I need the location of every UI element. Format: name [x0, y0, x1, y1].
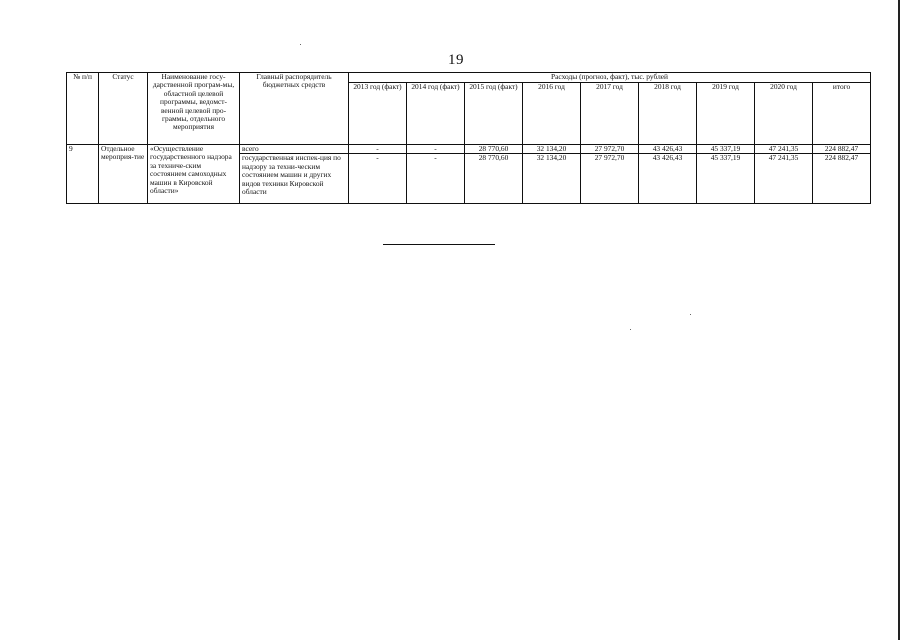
scan-edge — [898, 0, 900, 640]
admin-value-2017: 27 972,70 — [581, 154, 639, 204]
header-year-2018: 2018 год — [639, 83, 697, 145]
page-number: 19 — [448, 52, 464, 68]
header-administrator: Главный распорядитель бюджетных средств — [240, 73, 349, 145]
admin-value-2013: - — [349, 154, 407, 204]
header-year-2019: 2019 год — [697, 83, 755, 145]
header-costs-group: Расходы (прогноз, факт), тыс. рублей — [349, 73, 871, 83]
header-name: Наименование госу-дарственной програм-мы, областной целевой программы, ведомст-венной целевой про-граммы, отдельного мероприятия — [148, 73, 240, 145]
scan-speck — [300, 44, 301, 45]
row-num: 9 — [67, 145, 99, 204]
header-year-2020: 2020 год — [755, 83, 813, 145]
total-value-2019: 45 337,19 — [697, 145, 755, 154]
separator-line — [383, 244, 495, 245]
scan-speck — [630, 329, 631, 330]
row-status: Отдельное мероприя-тие — [99, 145, 148, 204]
header-num: № п/п — [67, 73, 99, 145]
total-value-2015: 28 770,60 — [465, 145, 523, 154]
header-year-2016: 2016 год — [523, 83, 581, 145]
admin-value-2020: 47 241,35 — [755, 154, 813, 204]
admin-value-2015: 28 770,60 — [465, 154, 523, 204]
budget-table — [66, 72, 871, 204]
row-name: «Осуществление государственного надзора за техниче-ским состоянием самоходных машин в Кировской области» — [148, 145, 240, 204]
admin-value-2014: - — [407, 154, 465, 204]
header-total: итого — [813, 83, 871, 145]
total-value-sum: 224 882,47 — [813, 145, 871, 154]
header-status: Статус — [99, 73, 148, 145]
admin-value-2018: 43 426,43 — [639, 154, 697, 204]
row-administrator: государственная инспек-ция по надзору за техни-ческим состоянием машин и других видов техники Кировской области — [240, 154, 349, 204]
total-value-2018: 43 426,43 — [639, 145, 697, 154]
header-year-2013: 2013 год (факт) — [349, 83, 407, 145]
header-year-2015: 2015 год (факт) — [465, 83, 523, 145]
admin-value-2019: 45 337,19 — [697, 154, 755, 204]
total-value-2014: - — [407, 145, 465, 154]
total-value-2016: 32 134,20 — [523, 145, 581, 154]
total-value-2017: 27 972,70 — [581, 145, 639, 154]
admin-value-2016: 32 134,20 — [523, 154, 581, 204]
table-row — [67, 145, 871, 154]
header-year-2017: 2017 год — [581, 83, 639, 145]
total-value-2013: - — [349, 145, 407, 154]
total-value-2020: 47 241,35 — [755, 145, 813, 154]
row-total-label: всего — [240, 145, 349, 154]
admin-value-sum: 224 882,47 — [813, 154, 871, 204]
header-year-2014: 2014 год (факт) — [407, 83, 465, 145]
scan-speck — [690, 314, 691, 315]
